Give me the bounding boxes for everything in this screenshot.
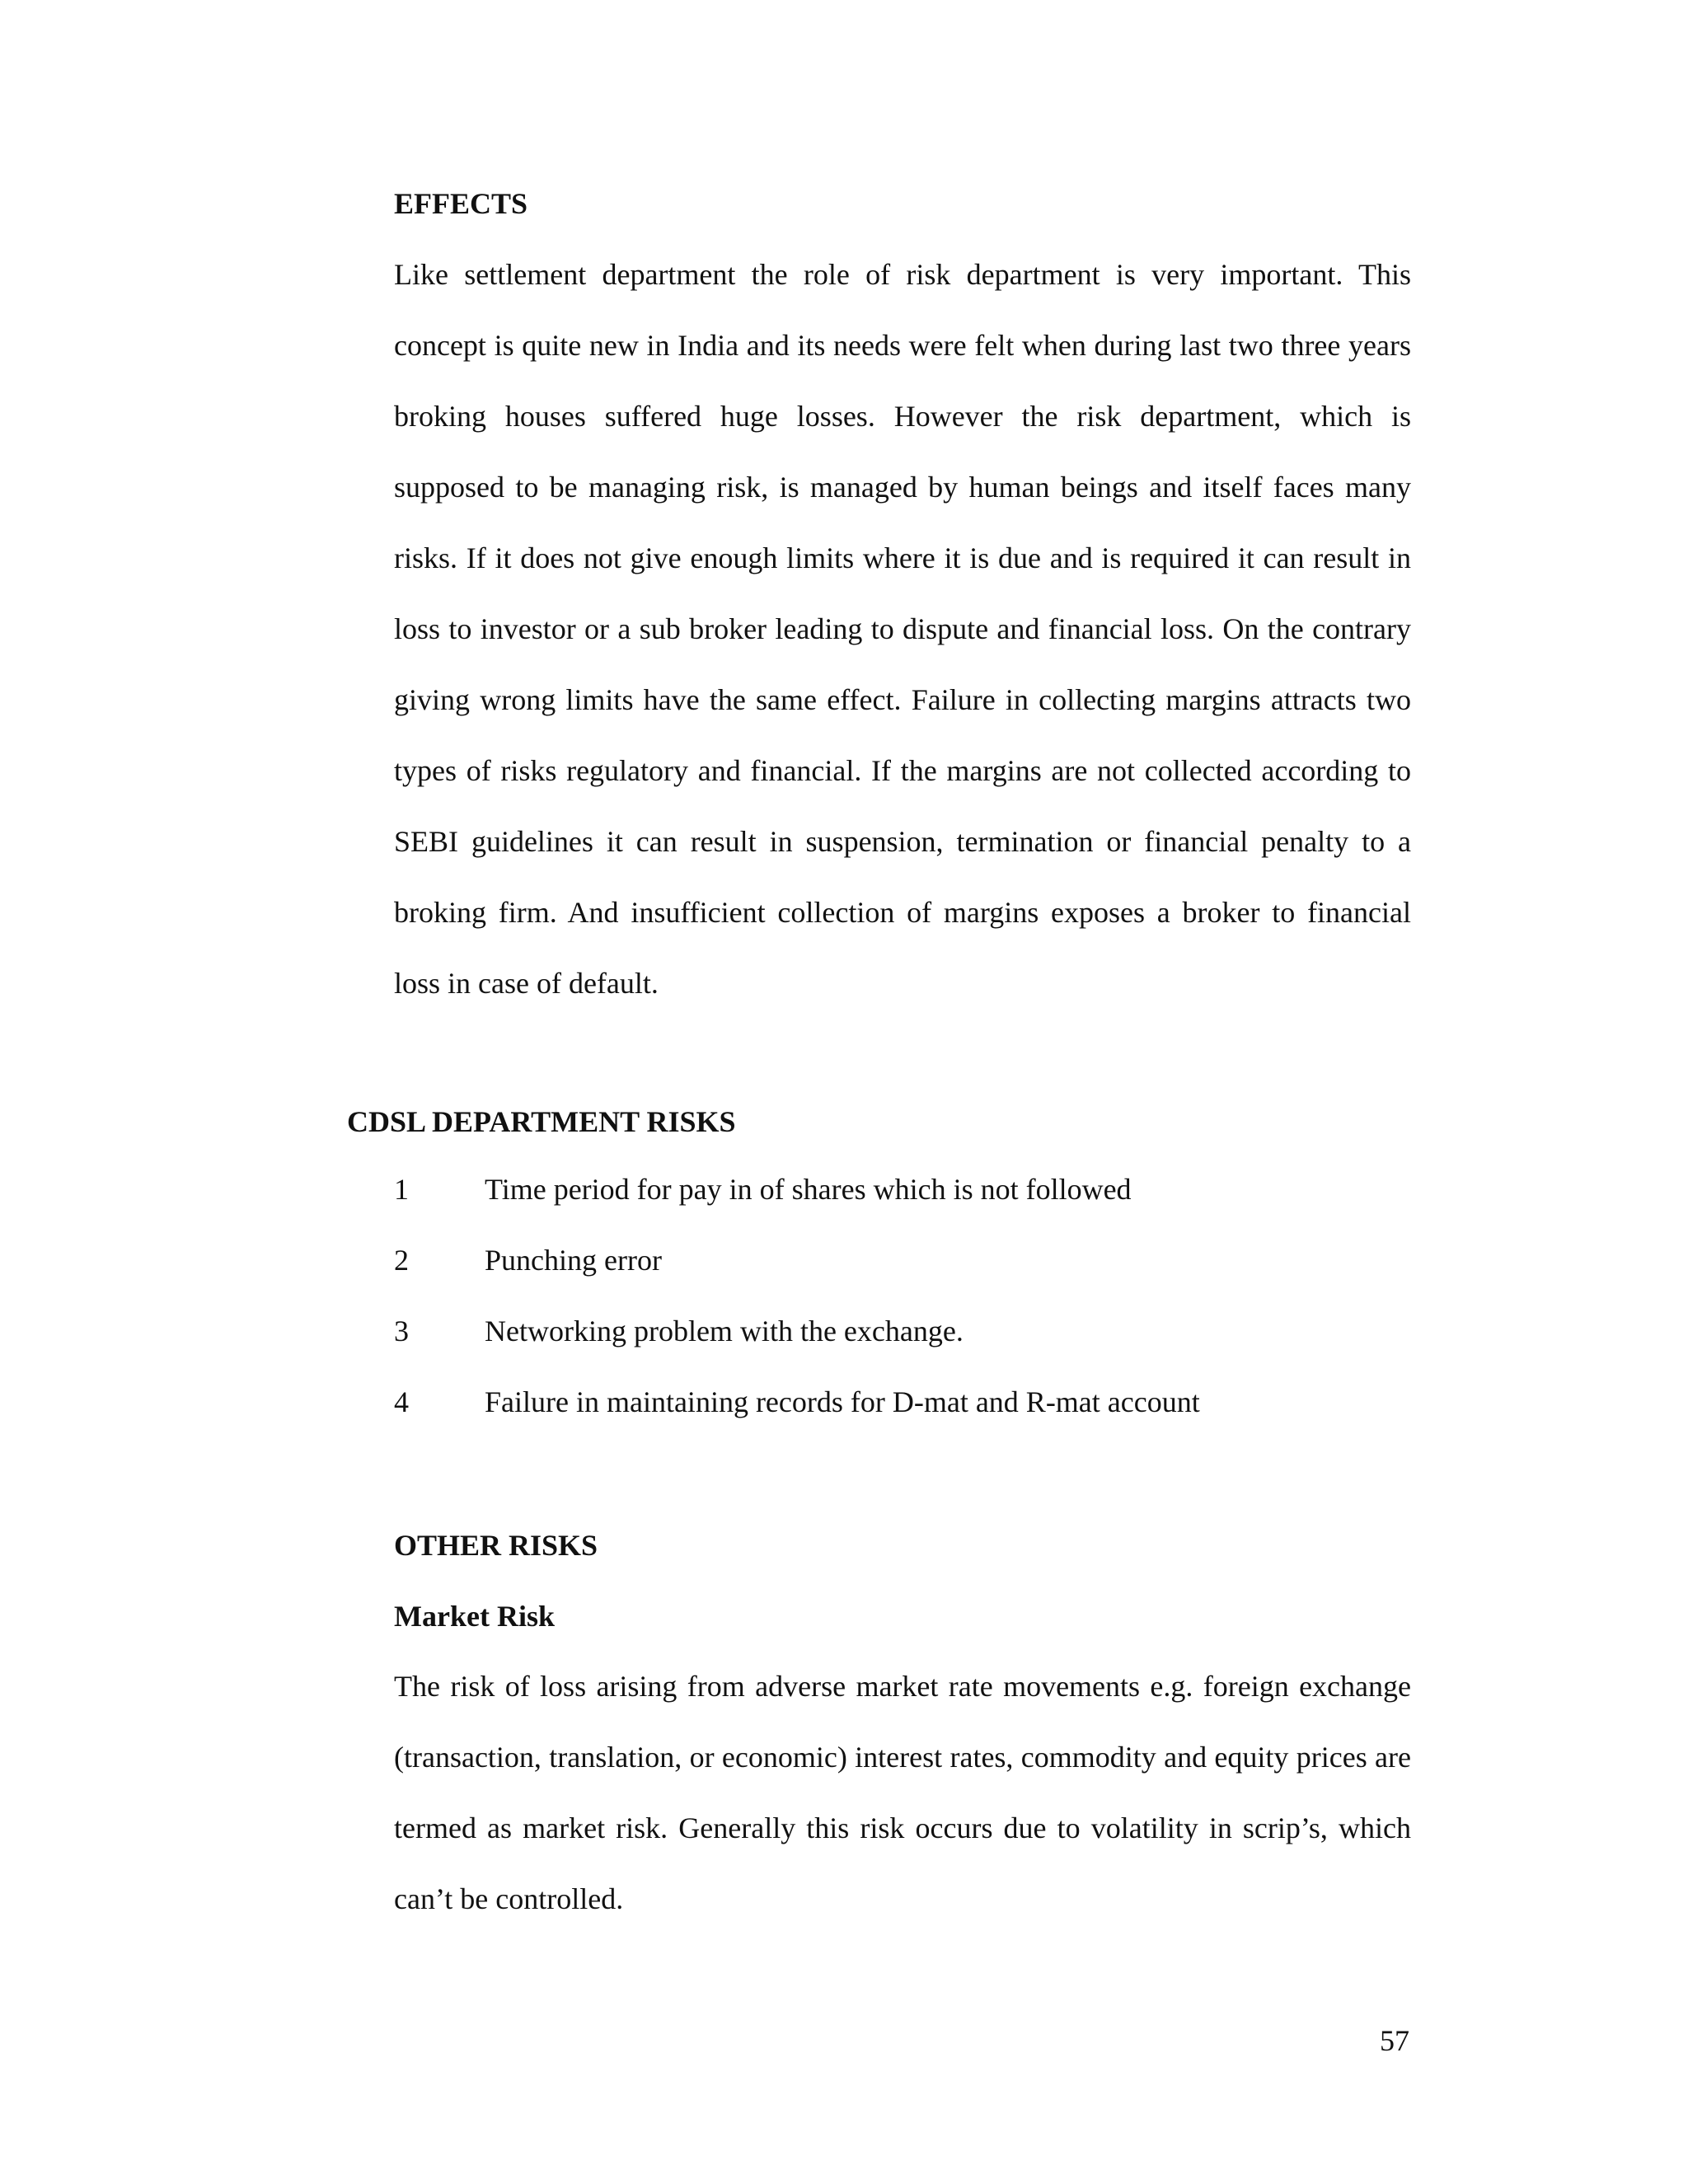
market-risk-paragraph: The risk of loss arising from adverse market rate movements e.g. foreign exchange (transaction, translation, or economic) interest rates, commodity and equity prices are termed as market risk. Generally this risk occurs due to volatility in scrip’s, which can’t be controlled. bbox=[394, 1670, 1411, 1915]
list-item-text: Punching error bbox=[485, 1244, 662, 1277]
list-item bbox=[394, 1310, 1465, 1380]
effects-paragraph: Like settlement department the role of risk department is very important. This concept is quite new in India and its needs were felt when during last two three years broking houses suffered huge losses. However the risk department, which is supposed to be managing risk, is managed by human beings and itself faces many risks. If it does not give enough limits where it is due and is required it can result in loss to investor or a sub broker leading to dispute and financial loss. On the contrary giving wrong limits have the same effect. Failure in collecting margins attracts two types of risks regulatory and financial. If the margins are not collected according to SEBI guidelines it can result in suspension, termination or financial penalty to a broking firm. And insufficient collection of margins exposes a broker to financial loss in case of default. bbox=[394, 258, 1411, 1000]
other-risks-heading: OTHER RISKS bbox=[394, 1529, 598, 1562]
cdsl-risks-heading: CDSL DEPARTMENT RISKS bbox=[347, 1105, 736, 1138]
cdsl-risks-list bbox=[394, 1168, 1465, 1451]
list-item-number: 2 bbox=[394, 1244, 409, 1277]
market-risk-subheading: Market Risk bbox=[394, 1600, 555, 1633]
list-item bbox=[394, 1380, 1465, 1451]
page-number: 57 bbox=[1380, 2024, 1409, 2057]
list-item-number: 4 bbox=[394, 1385, 409, 1418]
list-item-text: Time period for pay in of shares which is not followed bbox=[485, 1173, 1132, 1206]
effects-heading: EFFECTS bbox=[394, 187, 528, 220]
list-item-number: 3 bbox=[394, 1315, 409, 1347]
list-item bbox=[394, 1168, 1465, 1239]
list-item-text: Failure in maintaining records for D-mat and R-mat account bbox=[485, 1385, 1200, 1418]
list-item bbox=[394, 1239, 1465, 1310]
list-item-number: 1 bbox=[394, 1173, 409, 1206]
list-item-text: Networking problem with the exchange. bbox=[485, 1315, 964, 1347]
